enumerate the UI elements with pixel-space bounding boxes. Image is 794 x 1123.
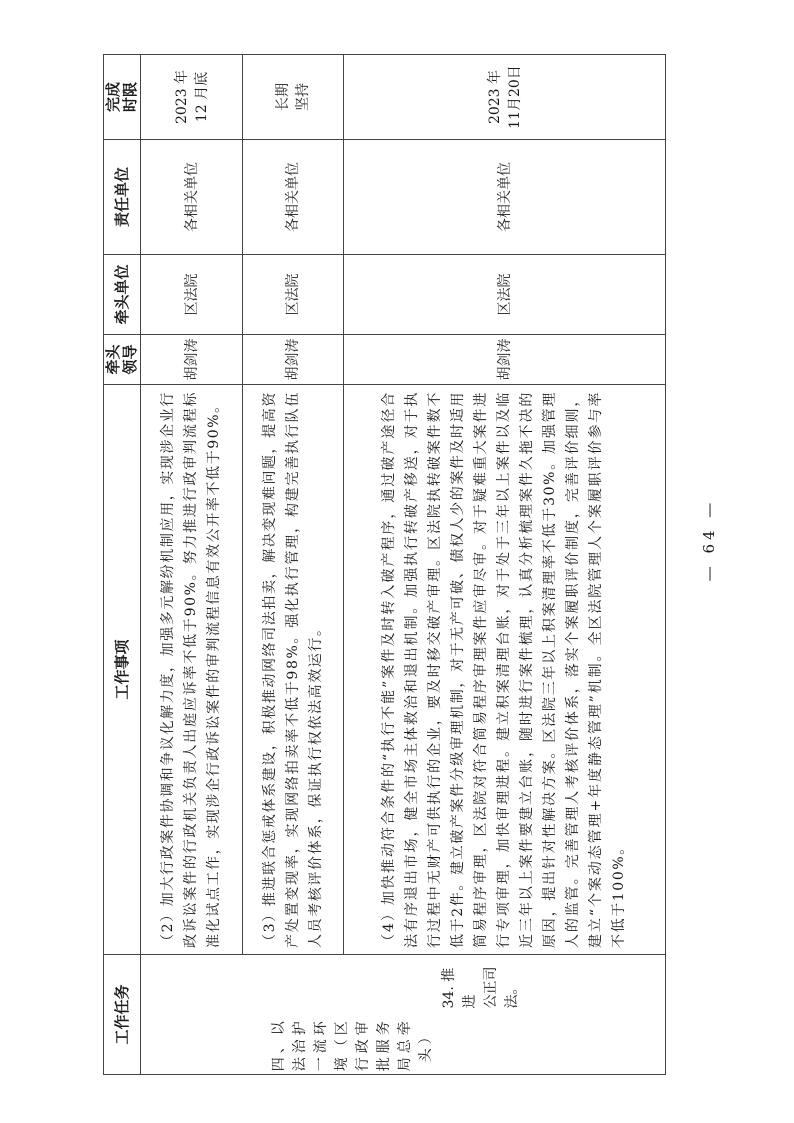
category-line: 局总牵 [397,1017,413,1072]
category-line: 一流环 [313,1017,329,1072]
category-line: 头） [418,1026,434,1063]
header-deadline [104,55,141,140]
deadline-line: 长期 [275,83,291,111]
deadline-line: 2023 年 [486,69,503,125]
header-deadline-line: 完成 [104,82,122,113]
table-row [243,55,344,1075]
table-row [141,55,243,1075]
lead-unit: 区法院 [141,255,243,335]
rotated-table-frame [103,55,665,1075]
task-category-cell [141,955,666,1075]
responsible-unit: 各相关单位 [344,140,666,255]
subtask-line: 公正司法。 [483,966,520,1009]
deadline [141,55,243,140]
category-line: 境（区 [334,1017,350,1072]
lead-unit: 区法院 [243,255,344,335]
lead-leader: 胡剑涛 [243,335,344,385]
header-lead-unit: 牵头单位 [104,255,141,335]
header-row [104,55,141,1075]
deadline [344,55,666,140]
subtask-line: 34. 推进 [441,967,478,1009]
header-deadline-line: 时限 [121,82,139,113]
subtask [149,955,523,1015]
lead-unit: 区法院 [344,255,666,335]
deadline-line: 坚持 [295,83,311,111]
responsible-unit: 各相关单位 [141,140,243,255]
work-task-table [103,54,666,1075]
header-item: 工作事项 [104,385,141,955]
deadline-line: 2023 年 [173,69,190,125]
deadline-line: 12 月底 [193,71,210,123]
task-category [149,1015,523,1075]
work-item: （3）推进联合惩戒体系建设，积极推动网络司法拍卖，解决变现难问题，提高资产处置变现率，实现网络拍卖率不低于98%。强化执行管理，构建完善执行队伍人员考核评价体系，保证执行权依法高效运行。 [243,385,344,955]
deadline [243,55,344,140]
responsible-unit: 各相关单位 [243,140,344,255]
category-line: 批服务 [376,1017,392,1072]
work-item: （4）加快推动符合条件的“执行不能”案件及时转入破产程序，通过破产途径合法有序退出市场，健全市场主体救治和退出机制。加强执行转破产移送，对于执行过程中无财产可供执行的企业，要及时移交破产审理。区法院执转破案件数不低于2件。建立破产案件分级审理机制，对于无产可破、债权人少的案件及时适用简易程序审理，区法院对符合简易程序审理案件应审尽审。对于疑难重大案件进行专项审理，加快审理进程。建立积案清理台账，对于处于三年以上案件以及临近三年以上案件要建立台账，随时进行案件梳理，认真分析梳理案件久拖不决的原因，提出针对性解决方案。区法院三年以上积案清理率不低于30%。加强管理人的监管。完善管理人考核评价体系，落实个案履职评价制度，完善评价细则，建立“个案动态管理+年度静态管理”机制。全区法院管理人个案履职评价参与率不低于100%。 [344,385,666,955]
lead-leader: 胡剑涛 [344,335,666,385]
category-line: 行政审 [355,1017,371,1072]
page-number: — 64 — [700,498,718,582]
deadline-line: 11月20日 [506,65,523,129]
work-item: （2）加大行政案件协调和争议化解力度，加强多元解纷机制应用，实现涉企业行政诉讼案件的行政机关负责人出庭应诉率不低于90%。努力推进行政审判流程标准化试点工作，实现涉企行政诉讼案件的审判流程信息有效公开率不低于90%。 [141,385,243,955]
header-resp-unit: 责任单位 [104,140,141,255]
category-line: 法治护 [292,1017,308,1072]
table-row [344,55,666,1075]
header-leader-line: 领导 [121,344,139,375]
header-task: 工作任务 [104,955,141,1075]
category-line: 四、以 [271,1017,287,1072]
header-leader-line: 牵头 [104,344,122,375]
header-leader [104,335,141,385]
lead-leader: 胡剑涛 [141,335,243,385]
